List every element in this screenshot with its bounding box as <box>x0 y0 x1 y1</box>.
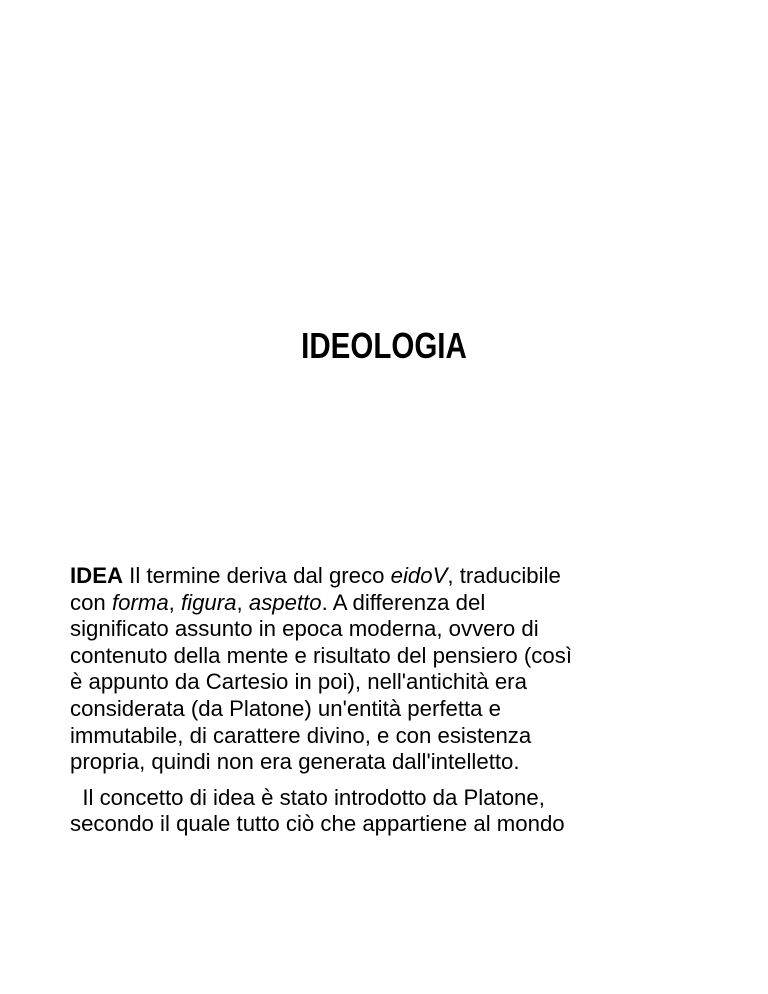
paragraph-concept <box>70 785 710 838</box>
text-line <box>70 616 710 643</box>
text-line <box>70 590 710 617</box>
term-figura: figura <box>181 589 237 615</box>
text-segment: propria, quindi non era generata dall'intelletto. <box>70 749 520 775</box>
text-line: Il concetto di idea è stato introdotto da Platone, <box>70 784 545 810</box>
body-text <box>70 563 710 838</box>
text-line <box>70 643 710 670</box>
text-segment: . A differenza del <box>321 589 486 615</box>
text-segment: immutabile, di carattere divino, e con esistenza <box>70 722 532 748</box>
paragraph-idea <box>70 563 710 776</box>
term-aspetto: aspetto <box>248 589 322 615</box>
text-line <box>70 749 710 776</box>
text-segment: , <box>168 589 181 615</box>
greek-term-eidov: eidoV <box>390 563 448 588</box>
text-segment: , traducibile <box>447 563 561 588</box>
text-line <box>70 723 710 750</box>
term-idea: IDEA <box>70 563 124 588</box>
text-line <box>70 563 710 590</box>
text-line <box>70 696 710 723</box>
text-segment: è appunto da Cartesio in poi), nell'antichità era <box>70 669 527 695</box>
text-line: secondo il quale tutto ciò che appartiene al mondo <box>70 811 565 837</box>
text-segment: contenuto della mente e risultato del pensiero (così <box>70 642 572 668</box>
text-line <box>70 669 710 696</box>
text-segment: con <box>70 589 112 615</box>
text-segment: Il termine deriva dal greco <box>123 563 391 588</box>
page-title: IDEOLOGIA <box>301 325 467 366</box>
term-forma: forma <box>111 589 169 615</box>
text-segment: , <box>236 589 249 615</box>
text-segment: significato assunto in epoca moderna, ovvero di <box>70 616 539 642</box>
text-segment: considerata (da Platone) un'entità perfetta e <box>70 695 502 721</box>
